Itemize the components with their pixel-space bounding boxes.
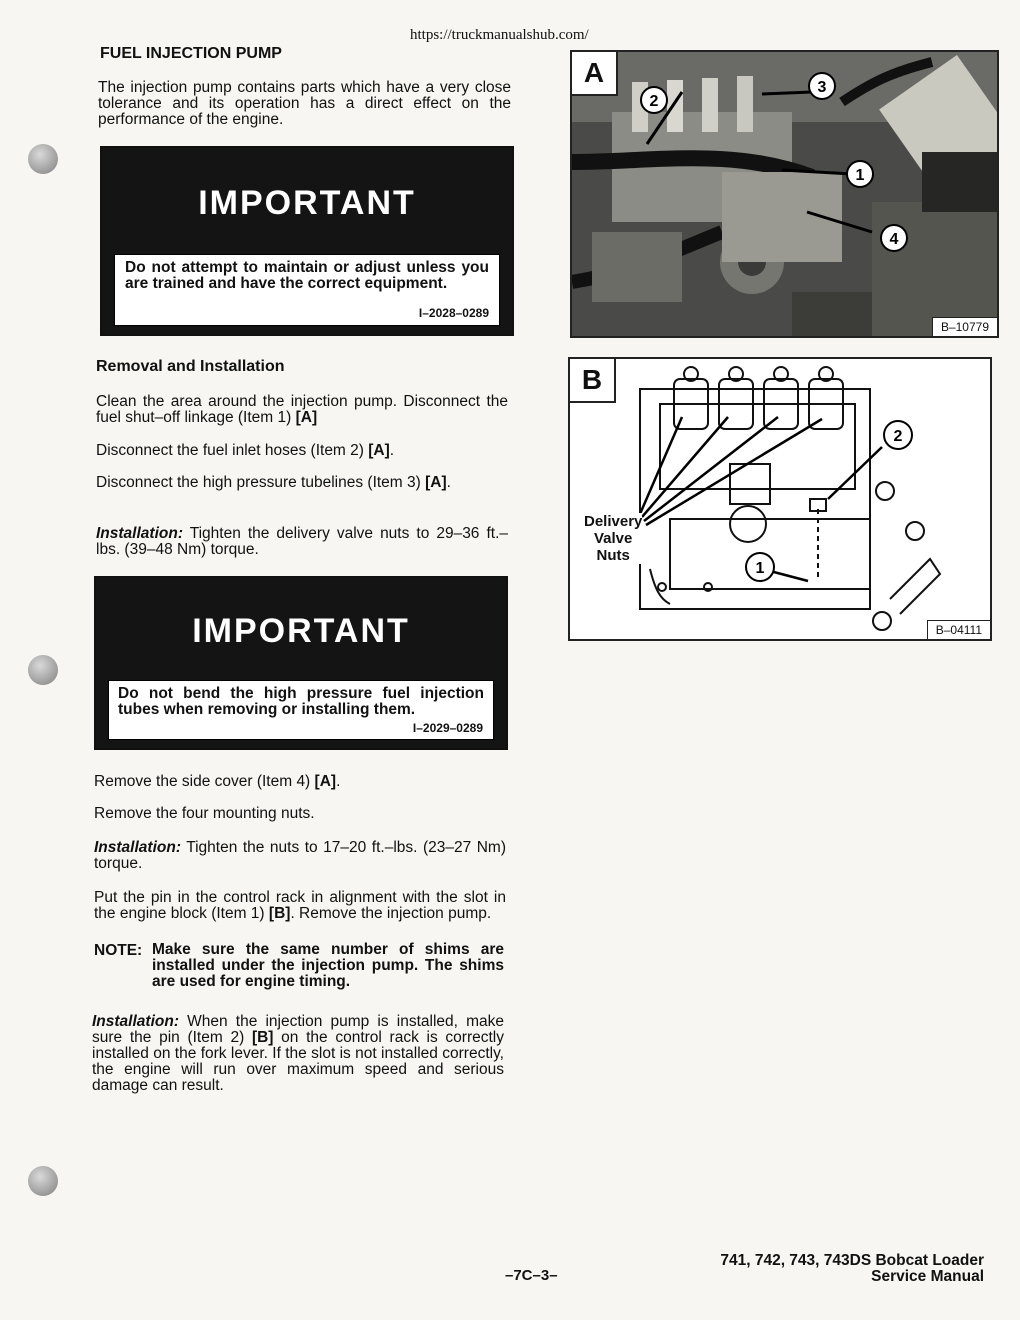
binder-hole (28, 655, 58, 685)
step-paragraph: Remove the four mounting nuts. (94, 805, 315, 822)
removal-heading: Removal and Installation (96, 358, 285, 375)
important-panel (114, 254, 500, 326)
engine-photo-illustration (572, 52, 997, 336)
figure-letter: A (572, 52, 618, 96)
binder-hole (28, 1166, 58, 1196)
important-panel (108, 680, 494, 740)
installation-paragraph: Installation: Tighten the delivery valve nuts to 29–36 ft.–lbs. (39–48 Nm) torque. (96, 525, 508, 558)
installation-paragraph: Installation: When the injection pump is installed, make sure the pin (Item 2) [B] on the control rack is correctly installed on the fork lever. If the slot is not installed correctly, the engine will run over maximum speed and serious damage can result. (92, 1013, 504, 1094)
figure-ref: B–04111 (927, 620, 990, 639)
important-title: IMPORTANT (198, 184, 416, 222)
callout-label: 4 (889, 231, 899, 248)
callout-label: 1 (755, 560, 765, 577)
step-paragraph: Put the pin in the control rack in alignment with the slot in the engine block (Item 1) [B]. Remove the injection pump. (94, 889, 506, 922)
step-paragraph: Disconnect the fuel inlet hoses (Item 2) [A]. (96, 442, 395, 459)
important-box (100, 146, 514, 336)
section-title: FUEL INJECTION PUMP (100, 45, 282, 62)
important-message: Do not bend the high pressure fuel injection tubes when removing or installing them. (118, 685, 484, 718)
delivery-valve-nuts-label: Delivery Valve Nuts (584, 513, 643, 564)
intro-paragraph: The injection pump contains parts which have a very close tolerance and its operation has a direct effect on the performance of the engine. (98, 79, 511, 128)
important-code: I–2028–0289 (418, 306, 489, 320)
page-number: –7C–3– (505, 1267, 558, 1284)
callout-label: 1 (855, 167, 865, 184)
binder-hole (28, 144, 58, 174)
source-url[interactable]: https://truckmanualshub.com/ (410, 27, 589, 43)
callout-label: 3 (817, 79, 827, 96)
note-label: NOTE: (94, 942, 143, 959)
figure-ref: B–10779 (932, 317, 997, 336)
important-title: IMPORTANT (192, 612, 410, 650)
important-code: I–2029–0289 (412, 721, 483, 735)
figure-letter: B (570, 359, 616, 403)
manual-title: 741, 742, 743, 743DS Bobcat Loader Service Manual (720, 1252, 984, 1285)
step-paragraph: Disconnect the high pressure tubelines (Item 3) [A]. (96, 474, 451, 491)
callout-label: 2 (893, 428, 903, 445)
important-message: Do not attempt to maintain or adjust unless you are trained and have the correct equipment. (125, 259, 489, 292)
callout-label: 2 (649, 93, 659, 110)
figure-b (568, 357, 992, 641)
pump-line-drawing (570, 359, 990, 639)
note-text: Make sure the same number of shims are installed under the injection pump. The shims are used for engine timing. (152, 941, 504, 990)
figure-a (570, 50, 999, 338)
installation-paragraph: Installation: Tighten the nuts to 17–20 ft.–lbs. (23–27 Nm) torque. (94, 839, 506, 872)
important-box (94, 576, 508, 750)
step-paragraph: Remove the side cover (Item 4) [A]. (94, 773, 341, 790)
step-paragraph: Clean the area around the injection pump. Disconnect the fuel shut–off linkage (Item 1) [A] (96, 393, 508, 426)
